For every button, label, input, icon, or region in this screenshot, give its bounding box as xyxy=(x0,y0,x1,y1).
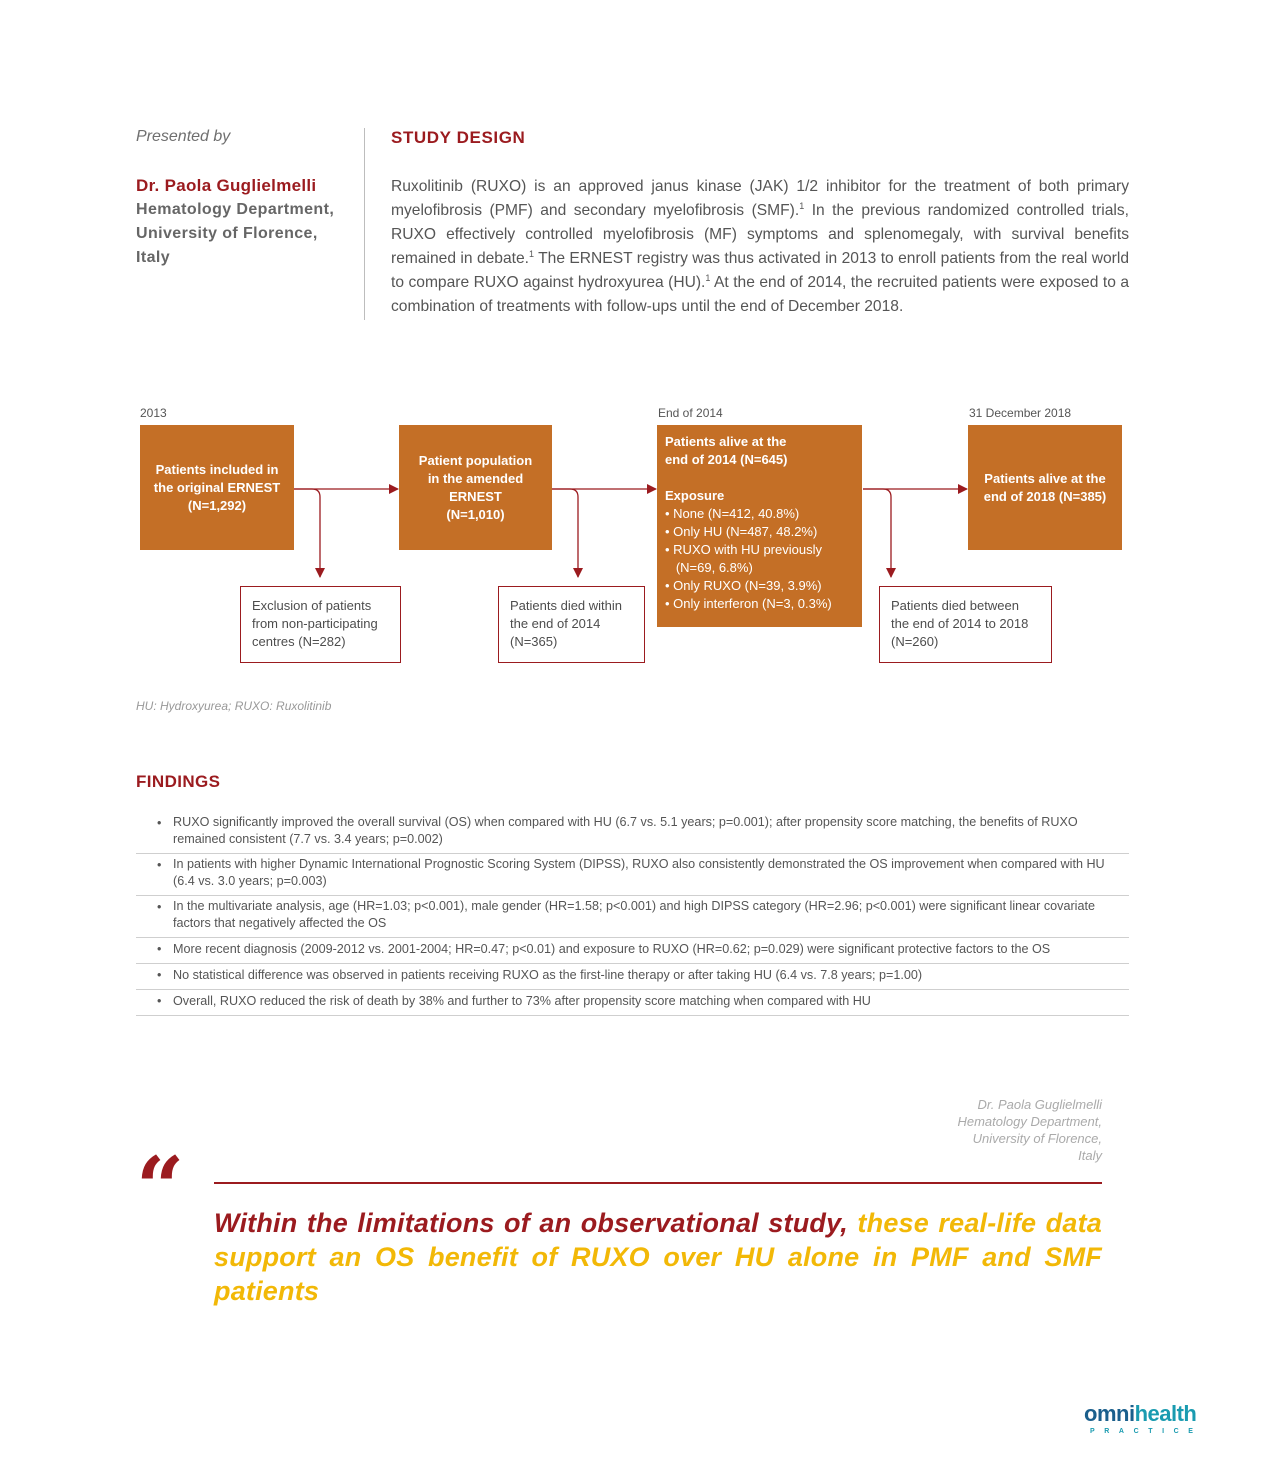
box-line: Patients died between xyxy=(891,598,1019,613)
box-died-2014-2018 xyxy=(879,586,1052,663)
box-died-2014 xyxy=(498,586,645,663)
reference-marker: 1 xyxy=(528,248,534,259)
finding-item: • RUXO significantly improved the overall survival (OS) when compared with HU (6.7 vs. 5.1 years; p=0.001); after propensity score matching, the benefits of RUXO remained consistent (7.7 vs. 3.4 years; p=0.002) xyxy=(136,812,1129,854)
box-line: ERNEST xyxy=(449,488,502,504)
logo-text-suffix: health xyxy=(1134,1401,1197,1426)
box-line: Exclusion of patients xyxy=(252,598,372,613)
finding-item: • Overall, RUXO reduced the risk of death by 38% and further to 73% after propensity score matching when compared with HU xyxy=(136,990,1129,1016)
box-alive-end-2014 xyxy=(657,425,862,627)
date-label-2013: 2013 xyxy=(140,406,167,420)
box-line: (N=1,292) xyxy=(187,497,247,513)
presenter-affiliation-line: Hematology Department, xyxy=(136,201,335,218)
presenter-affiliation-line: Italy xyxy=(136,249,171,266)
box-amended-ernest xyxy=(399,425,552,550)
study-design-sentence: Ruxolitinib (RUXO) is an approved janus kinase (JAK) 1/2 inhibitor for the treatment of both primary myelofibrosis (PMF) and secondary myelofibrosis (SMF). xyxy=(391,178,1129,219)
box-line: in the amended xyxy=(427,470,524,486)
reference-marker: 1 xyxy=(799,200,805,211)
finding-item: • In the multivariate analysis, age (HR=1.03; p<0.001), male gender (HR=1.58; p<0.001) and high DIPSS category (HR=2.96; p<0.001) were significant linear covariate factors that negatively affected the OS xyxy=(136,896,1129,938)
box-line: Patients included in xyxy=(155,461,279,477)
date-label-end-2014: End of 2014 xyxy=(658,406,723,420)
findings-heading: FINDINGS xyxy=(136,772,221,791)
box-alive-end-2018 xyxy=(968,425,1122,550)
logo-text-prefix: omni xyxy=(1084,1401,1135,1426)
exposure-item: • Only interferon (N=3, 0.3%) xyxy=(665,596,832,611)
abbreviation-footnote: HU: Hydroxyurea; RUXO: Ruxolitinib xyxy=(136,699,332,713)
findings-list xyxy=(136,812,1129,1016)
box-line: the end of 2014 to 2018 xyxy=(891,616,1029,631)
flow-arrow xyxy=(863,489,891,577)
attribution-line: University of Florence, xyxy=(972,1131,1102,1146)
attribution-line: Italy xyxy=(1078,1148,1102,1163)
box-original-ernest xyxy=(140,425,294,550)
presenter-affiliation-line: University of Florence, xyxy=(136,225,318,242)
finding-item: • In patients with higher Dynamic International Prognostic Scoring System (DIPSS), RUXO also consistently demonstrated the OS improvement when compared with HU (6.4 vs. 3.0 years; p=0.003) xyxy=(136,854,1129,896)
flow-arrow xyxy=(294,489,320,577)
box-line: Patients alive at the xyxy=(984,470,1106,486)
exposure-item: • RUXO with HU previously xyxy=(665,542,822,557)
reference-marker: 1 xyxy=(705,272,711,283)
pull-quote xyxy=(214,1206,1102,1306)
box-title-line: Patients alive at the xyxy=(665,434,787,449)
attribution-line: Dr. Paola Guglielmelli xyxy=(977,1097,1102,1112)
box-line: from non-participating xyxy=(252,616,378,631)
flow-arrow xyxy=(552,489,578,577)
quote-attribution xyxy=(957,1096,1102,1164)
exposure-item: (N=69, 6.8%) xyxy=(665,560,753,575)
quote-divider xyxy=(214,1182,1102,1184)
study-design-sentence: The ERNEST registry was thus activated in 2013 to enroll patients from the real world to compare RUXO against hydroxyurea (HU). xyxy=(391,250,1129,291)
box-line: (N=260) xyxy=(891,634,939,649)
presenter-name: Dr. Paola Guglielmelli xyxy=(136,176,317,195)
box-line: (N=365) xyxy=(510,634,558,649)
attribution-line: Hematology Department, xyxy=(957,1114,1102,1129)
quote-mark-icon: “ xyxy=(136,1138,185,1237)
box-line: (N=1,010) xyxy=(446,506,505,522)
exposure-item: • None (N=412, 40.8%) xyxy=(665,506,800,521)
logo-subtitle: PRACTICE xyxy=(1090,1428,1203,1435)
box-title-line: end of 2014 (N=645) xyxy=(665,452,788,467)
box-exclusion-centres xyxy=(240,586,401,663)
box-line: Patient population xyxy=(418,452,533,468)
box-line: end of 2018 (N=385) xyxy=(983,488,1107,504)
box-line: centres (N=282) xyxy=(252,634,346,649)
box-line: the original ERNEST xyxy=(153,479,281,495)
flow-arrow xyxy=(294,489,967,577)
study-design-sentence: At the end of 2014, the recruited patients were exposed to a combination of treatments with follow-ups until the end of December 2018. xyxy=(391,274,1130,315)
exposure-label: Exposure xyxy=(665,488,725,503)
quote-text-red: Within the limitations of an observational study, xyxy=(214,1208,848,1238)
finding-item: • No statistical difference was observed in patients receiving RUXO as the first-line therapy or after taking HU (6.4 vs. 7.8 years; p=1.00) xyxy=(136,964,1129,990)
box-line: Patients died within xyxy=(510,598,623,613)
date-label-dec-2018: 31 December 2018 xyxy=(969,406,1072,420)
exposure-item: • Only RUXO (N=39, 3.9%) xyxy=(665,578,822,593)
quote-text-yellow: these real-life data support an OS benefit of RUXO over HU alone in PMF and SMF patients xyxy=(214,1208,1102,1306)
box-line: the end of 2014 xyxy=(510,616,601,631)
study-design-sentence: In the previous randomized controlled trials, RUXO effectively controlled myelofibrosis (MF) symptoms and splenomegaly, with survival benefits remained in debate. xyxy=(391,202,1130,267)
finding-item: • More recent diagnosis (2009-2012 vs. 2001-2004; HR=0.47; p<0.01) and exposure to RUXO (HR=0.62; p=0.029) were significant protective factors to the OS xyxy=(136,938,1129,964)
presented-by-label: Presented by xyxy=(136,128,231,145)
study-design-heading: STUDY DESIGN xyxy=(391,128,526,147)
omnihealth-logo xyxy=(1084,1402,1203,1435)
exposure-item: • Only HU (N=487, 48.2%) xyxy=(665,524,818,539)
